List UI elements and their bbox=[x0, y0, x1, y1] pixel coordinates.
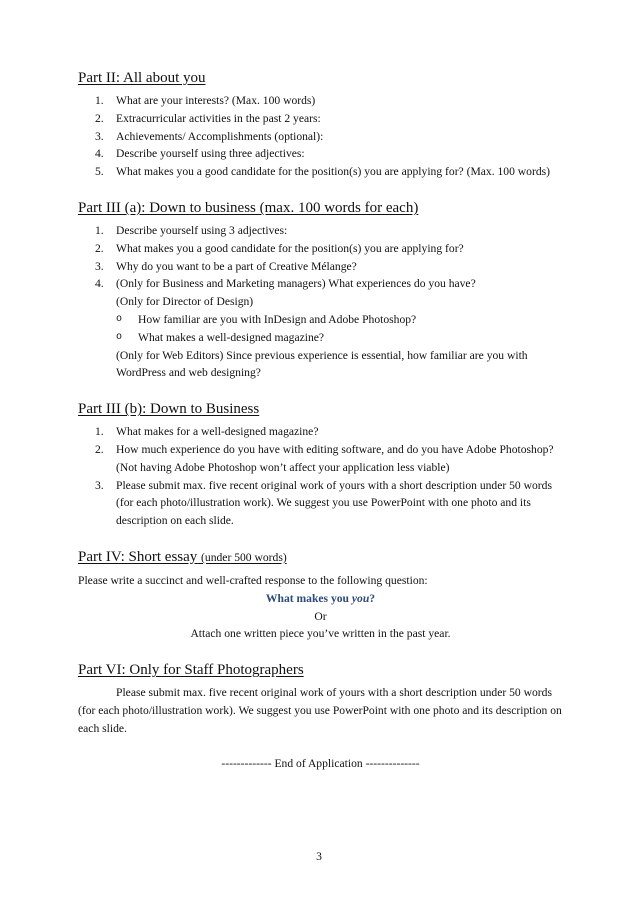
part2-heading: Part II: All about you bbox=[78, 70, 206, 86]
part6-heading: Part VI: Only for Staff Photographers bbox=[78, 662, 304, 679]
list-item: 4. (Only for Business and Marketing managers) What experiences do you have? (Only for Director of Design) bbox=[78, 275, 563, 311]
list-item: 3. Please submit max. five recent original work of yours with a short description under 50 words (for each photo/illustration work). We suggest you use PowerPoint with one photo and its description on each slide. bbox=[95, 478, 552, 528]
part4-heading: Part IV: Short essay (under 500 words) bbox=[78, 548, 287, 565]
list-item: 5. What makes you a good candidate for the position(s) you are applying for? (Max. 100 words) bbox=[95, 165, 551, 179]
part3b-list bbox=[78, 423, 563, 530]
essay-question: What makes you you? bbox=[265, 591, 376, 605]
list-item: 4. Describe yourself using three adjectives: bbox=[95, 147, 305, 161]
alt-option: Attach one written piece you’ve written in the past year. bbox=[190, 627, 451, 641]
list-item: 2. How much experience do you have with editing software, and do you have Adobe Photoshop? (Not having Adobe Photoshop won’t affect your application less viable) bbox=[95, 442, 554, 474]
part3a-list bbox=[78, 222, 563, 311]
section-part3b bbox=[78, 399, 563, 530]
section-part4 bbox=[78, 547, 563, 643]
section-part2 bbox=[78, 68, 563, 181]
part3b-heading: Part III (b): Down to Business bbox=[78, 401, 260, 418]
part3a-heading: Part III (a): Down to business (max. 100 words for each) bbox=[78, 199, 419, 216]
list-item: 2. Extracurricular activities in the past 2 years: bbox=[95, 111, 321, 125]
list-item: 3. Why do you want to be a part of Creative Mélange? bbox=[95, 259, 357, 273]
list-item: 1. What are your interests? (Max. 100 words) bbox=[95, 94, 316, 107]
design-label: (Only for Director of Design) bbox=[116, 295, 254, 309]
section-part6 bbox=[78, 660, 563, 737]
list-item: 1. Describe yourself using 3 adjectives: bbox=[95, 223, 288, 237]
list-item: 1. What makes for a well-designed magazine? bbox=[95, 425, 319, 439]
web-editor-note: (Only for Web Editors) Since previous experience is essential, how familiar are you with WordPress and web designing? bbox=[116, 348, 528, 380]
part4-heading-note: (under 500 words) bbox=[201, 550, 287, 564]
end-of-application: ------------- End of Application -------------- bbox=[221, 756, 420, 770]
page-number: 3 bbox=[316, 850, 322, 863]
list-item: 3. Achievements/ Accomplishments (optional): bbox=[95, 129, 324, 143]
list-item: o What makes a well-designed magazine? bbox=[116, 330, 325, 344]
part6-text: Please submit max. five recent original work of yours with a short description under 50 words (for each photo/illustration work). We suggest you use PowerPoint with one photo and its description on each slide. bbox=[78, 686, 562, 735]
section-part3a bbox=[78, 198, 563, 382]
list-item: 2. What makes you a good candidate for the position(s) you are applying for? bbox=[95, 241, 464, 255]
list-item: o How familiar are you with InDesign and Adobe Photoshop? bbox=[116, 312, 417, 326]
page-content bbox=[78, 68, 563, 772]
or-label: Or bbox=[314, 609, 327, 623]
part4-intro: Please write a succinct and well-crafted response to the following question: bbox=[78, 573, 428, 587]
part2-list bbox=[78, 92, 563, 181]
design-bullets bbox=[78, 311, 563, 347]
